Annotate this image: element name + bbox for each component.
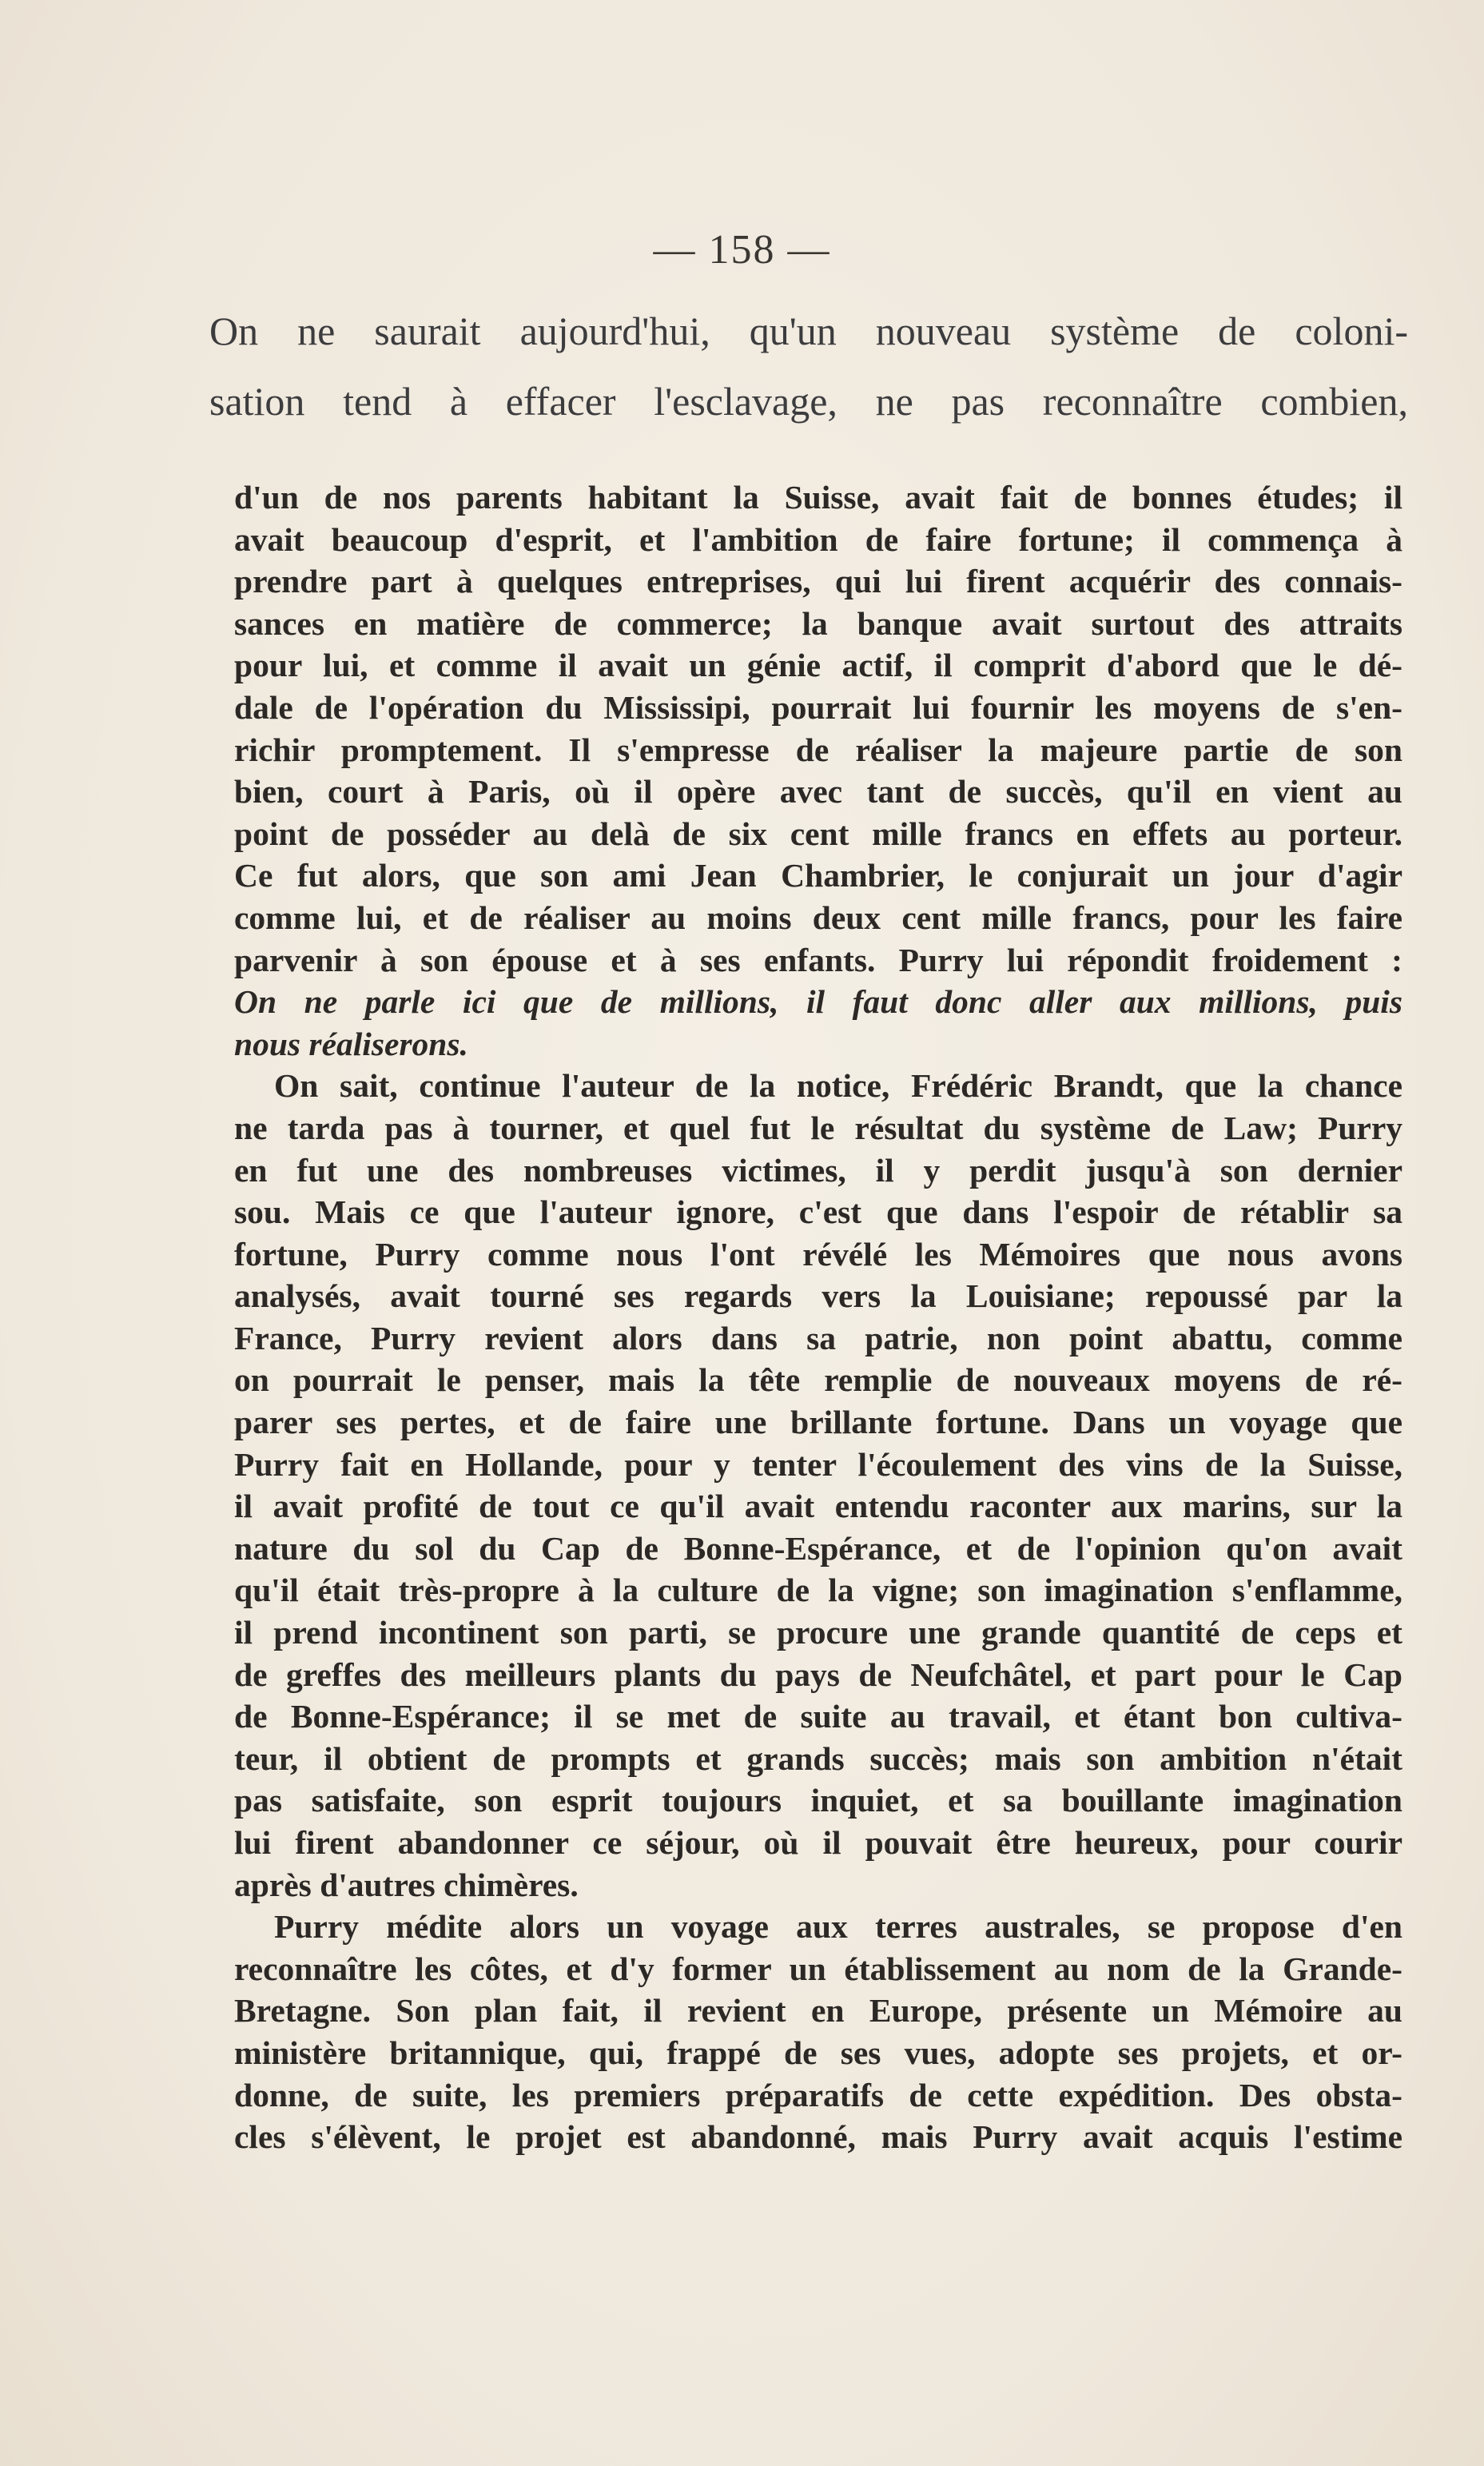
text-line: d'un de nos parents habitant la Suisse, avait fait de bonnes études; il [234, 479, 1402, 516]
text-line: bien, court à Paris, où il opère avec tant de succès, qu'il en vient au [234, 773, 1402, 811]
quote-line: nous réaliserons. [234, 1025, 468, 1062]
text-line: cles s'élèvent, le projet est abandonné, mais Purry avait acquis l'estime [234, 2118, 1402, 2156]
text-line: on pourrait le penser, mais la tête remplie de nouveaux moyens de ré- [234, 1361, 1402, 1399]
header-line: sation tend à effacer l'esclavage, ne pas reconnaître combien, [209, 379, 1408, 424]
text-line: qu'il était très-propre à la culture de la vigne; son imagination s'enflamme, [234, 1572, 1402, 1609]
text-line: France, Purry revient alors dans sa patrie, non point abattu, comme [234, 1319, 1402, 1356]
text-line: parvenir à son épouse et à ses enfants. Purry lui répondit froidement : [234, 941, 1402, 978]
text-line: dale de l'opération du Mississipi, pourrait lui fournir les moyens de s'en- [234, 688, 1402, 726]
continuation-header [209, 296, 1408, 436]
text-line: en fut une des nombreuses victimes, il y perdit jusqu'à son dernier [234, 1151, 1402, 1189]
text-line: analysés, avait tourné ses regards vers la Louisiane; repoussé par la [234, 1277, 1402, 1315]
text-line: sances en matière de commerce; la banque avait surtout des attraits [234, 604, 1402, 642]
text-line: de Bonne-Espérance; il se met de suite au travail, et étant bon cultiva- [234, 1698, 1402, 1735]
text-line: nature du sol du Cap de Bonne-Espérance, et de l'opinion qu'on avait [234, 1529, 1402, 1567]
text-line: point de posséder au delà de six cent mille francs en effets au porteur. [234, 815, 1402, 852]
text-line: fortune, Purry comme nous l'ont révélé les Mémoires que nous avons [234, 1235, 1402, 1273]
text-line: ne tarda pas à tourner, et quel fut le résultat du système de Law; Purry [234, 1109, 1402, 1146]
text-line: richir promptement. Il s'empresse de réaliser la majeure partie de son [234, 731, 1402, 768]
text-line: il prend incontinent son parti, se procure une grande quantité de ceps et [234, 1614, 1402, 1651]
text-line: ministère britannique, qui, frappé de ses vues, adopte ses projets, et or- [234, 2034, 1402, 2071]
header-line: On ne saurait aujourd'hui, qu'un nouveau système de coloni- [209, 309, 1408, 353]
body-text [234, 476, 1402, 2158]
text-line: teur, il obtient de prompts et grands succès; mais son ambition n'était [234, 1739, 1402, 1777]
text-line: Bretagne. Son plan fait, il revient en Europe, présente un Mémoire au [234, 1992, 1402, 2030]
text-line: pour lui, et comme il avait un génie actif, il comprit d'abord que le dé- [234, 647, 1402, 684]
text-line: On sait, continue l'auteur de la notice, Frédéric Brandt, que la chance [274, 1067, 1402, 1105]
text-line: Ce fut alors, que son ami Jean Chambrier, le conjurait un jour d'agir [234, 857, 1402, 894]
text-line: donne, de suite, les premiers préparatifs de cette expédition. Des obsta- [234, 2076, 1402, 2113]
text-line: comme lui, et de réaliser au moins deux cent mille francs, pour les faire [234, 898, 1402, 936]
quote-line: On ne parle ici que de millions, il faut donc aller aux millions, puis [234, 983, 1402, 1021]
text-line: reconnaître les côtes, et d'y former un établissement au nom de la Grande- [234, 1950, 1402, 1987]
text-line: prendre part à quelques entreprises, qui lui firent acquérir des connais- [234, 563, 1402, 600]
text-line: avait beaucoup d'esprit, et l'ambition de faire fortune; il commença à [234, 520, 1402, 558]
text-line: parer ses pertes, et de faire une brillante fortune. Dans un voyage que [234, 1404, 1402, 1441]
text-line: après d'autres chimères. [234, 1866, 579, 1903]
text-line: sou. Mais ce que l'auteur ignore, c'est que dans l'espoir de rétablir sa [234, 1193, 1402, 1231]
text-line: il avait profité de tout ce qu'il avait entendu raconter aux marins, sur la [234, 1488, 1402, 1525]
text-line: lui firent abandonner ce séjour, où il pouvait être heureux, pour courir [234, 1824, 1402, 1861]
text-line: pas satisfaite, son esprit toujours inquiet, et sa bouillante imagination [234, 1782, 1402, 1819]
page-number: — 158 — [653, 227, 831, 273]
text-line: Purry fait en Hollande, pour y tenter l'écoulement des vins de la Suisse, [234, 1445, 1402, 1483]
text-line: de greffes des meilleurs plants du pays de Neufchâtel, et part pour le Cap [234, 1655, 1402, 1693]
text-line: Purry médite alors un voyage aux terres australes, se propose d'en [274, 1908, 1402, 1946]
